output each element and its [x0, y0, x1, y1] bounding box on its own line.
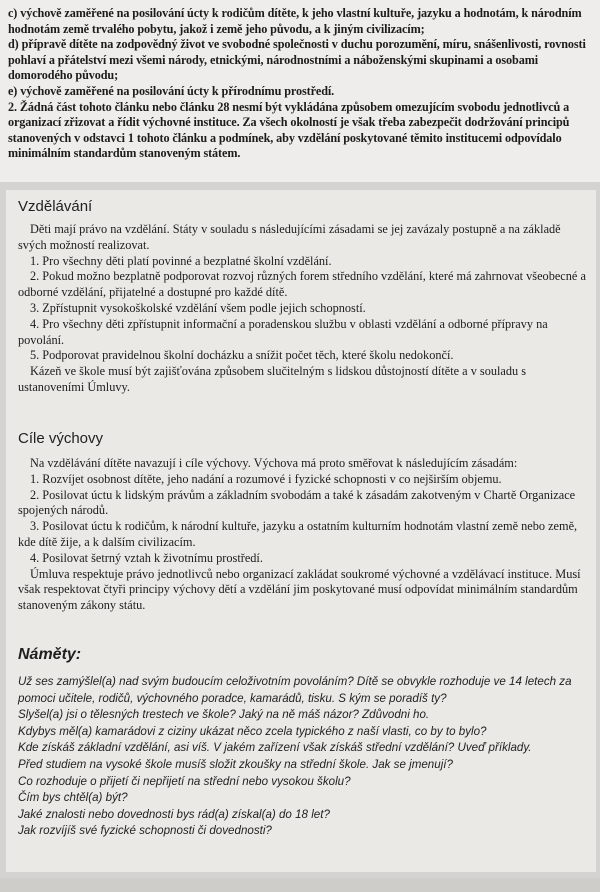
goals-heading: Cíle výchovy — [18, 430, 104, 447]
goals-paragraph: Na vzdělávání dítěte navazují i cíle výchovy. Výchova má proto směřovat k následujícím zásadám: — [30, 456, 518, 470]
goals-body — [18, 456, 590, 614]
education-item-5: 5. Podporovat pravidelnou školní docházku a snížit počet těch, které školu nedokončí. — [30, 348, 454, 363]
top-paragraph-2: 2. Žádná část tohoto článku nebo článku 28 nesmí být vykládána způsobem omezujícím svobodu jednotlivců a organizací zřizovat a řídit výchovné instituce. Za všech okolností je však třeba zabezpečit dodržování principů stanovených v odstavci 1 tohoto článku a podmínek, aby vzdělání poskytované těmito institucemi odpovídalo minimálním standardům stanoveným státem. — [8, 99, 570, 161]
education-item-1: 1. Pro všechny děti platí povinné a bezplatné školní vzdělání. — [30, 253, 332, 268]
top-paragraph-c: c) výchově zaměřené na posilování úcty k rodičům dítěte, k jeho vlastní kultuře, jazyku a hodnotám, k národním hodnotám země trvalého pobytu, jakož i země jeho původu, a k jiným civilizacím; — [8, 6, 582, 36]
education-item-3: 3. Zpřístupnit vysokoškolské vzdělání všem podle jejich schopností. — [30, 300, 366, 315]
topics-list — [18, 674, 590, 840]
topic-line: Jaké znalosti nebo dovednosti bys rád(a) získal(a) do 18 let? — [18, 807, 330, 821]
content-box — [6, 190, 596, 872]
education-discipline: Kázeň ve škole musí být zajišťována způsobem slučitelným s lidskou důstojností dítěte a v souladu s ustanoveními Úmluvy. — [18, 364, 527, 394]
top-text — [8, 6, 594, 162]
goals-item-2: 2. Posilovat úctu k lidským právům a základním svobodám a také k zásadám zakotveným v Chartě Organizace spojených národů. — [18, 487, 576, 518]
topic-line: Co rozhoduje o přijetí či nepřijetí na střední nebo vysokou školu? — [18, 774, 351, 788]
education-paragraph: Děti mají právo na vzdělání. Státy v souladu s následujícími zásadami se jej zavázaly postupně a na základě svých možností realizovat. — [18, 222, 561, 252]
topic-line: Kde získáš základní vzdělání, asi víš. V jakém zařízení však získáš střední vzdělání? Uveď příklady. — [18, 741, 532, 755]
goals-item-4: 4. Posilovat šetrný vztah k životnímu prostředí. — [30, 550, 263, 565]
education-heading: Vzdělávání — [18, 198, 93, 215]
topic-line: Čím bys chtěl(a) být? — [18, 791, 128, 805]
topic-line: Už ses zamýšlel(a) nad svým budoucím celoživotním povoláním? Dítě se obvykle rozhoduje ve 14 letech za pomoci učitele, rodičů, výchovného poradce, kamarádů, tisku. S kým se poradíš ty? — [18, 675, 572, 705]
goals-item-1: 1. Rozvíjet osobnost dítěte, jeho nadání a rozumové i fyzické schopnosti v co nejširším objemu. — [30, 471, 502, 486]
bottom-bar — [0, 878, 600, 892]
goals-item-3: 3. Posilovat úctu k rodičům, k národní kultuře, jazyku a ostatním kulturním hodnotám vlastní země nebo země, kde dítě žije, a k dalším civilizacím. — [18, 519, 578, 549]
top-paragraph-d: d) přípravě dítěte na zodpovědný život ve svobodné společnosti v duchu porozumění, míru, snášenlivosti, rovnosti pohlaví a přátelství mezi všemi národy, etnickými, národnostními a náboženskými skupinami a osobami domorodého původu; — [8, 37, 586, 83]
topic-line: Před studiem na vysoké škole musíš složit zkoušky na střední škole. Jak se jmenují? — [18, 757, 453, 771]
education-body — [18, 222, 590, 396]
topic-line: Slyšel(a) jsi o tělesných trestech ve škole? Jaký na ně máš názor? Zdůvodni ho. — [18, 708, 430, 722]
topic-line: Jak rozvíjíš své fyzické schopnosti či dovednosti? — [18, 824, 272, 838]
topics-heading: Náměty: — [18, 646, 82, 663]
education-item-4: 4. Pro všechny děti zpřístupnit informační a poradenskou službu v oblasti vzdělání a odborné přípravy na povolání. — [18, 316, 548, 347]
topic-line: Kdybys měl(a) kamarádovi z ciziny ukázat něco zcela typického z naší vlasti, co by to bylo? — [18, 724, 487, 738]
goals-convention: Úmluva respektuje právo jednotlivců nebo organizací zakládat soukromé výchovné a vzdělávací instituce. Musí však respektovat čtyři principy výchovy dětí a vzdělání jim poskytované musí odpovídat minimálním standardům stanoveným zákony státu. — [18, 566, 581, 613]
top-section — [0, 0, 600, 182]
top-paragraph-e: e) výchově zaměřené na posilování úcty k přírodnímu prostředí. — [8, 83, 335, 98]
education-item-2: 2. Pokud možno bezplatně podporovat rozvoj různých forem středního vzdělání, které má zahrnovat všeobecné a odborné vzdělání, přijatelné a dostupné pro každé dítě. — [18, 269, 586, 300]
